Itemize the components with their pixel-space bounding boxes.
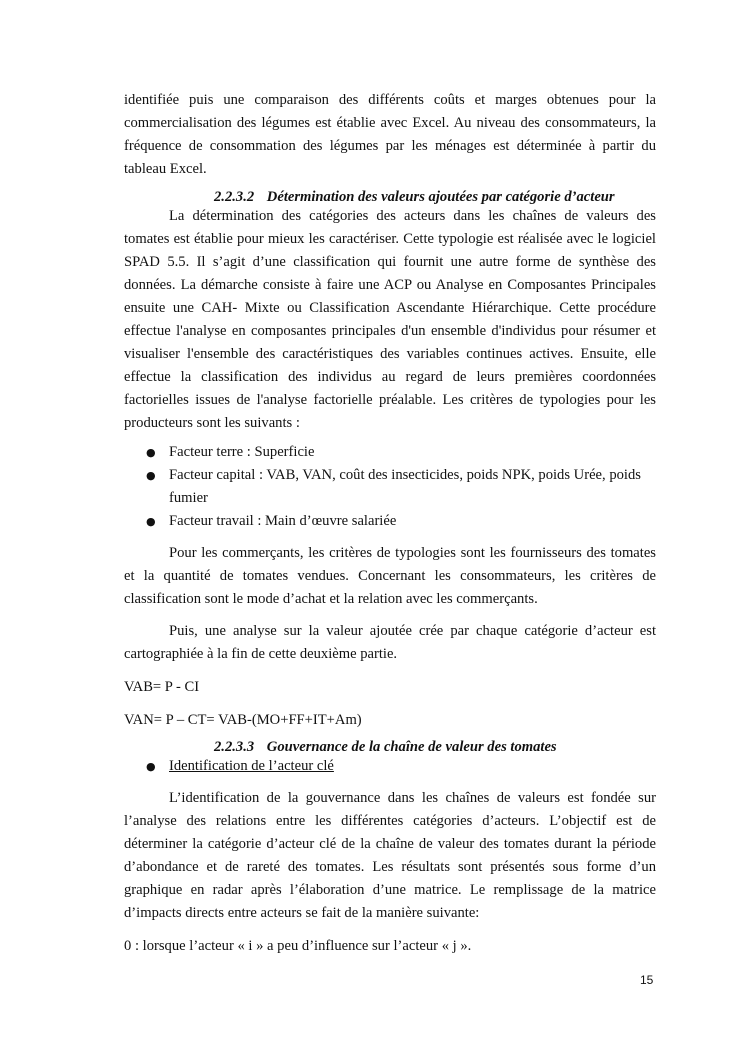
criteria-list bbox=[124, 441, 656, 533]
governance-list bbox=[124, 755, 656, 778]
merchants-block bbox=[124, 542, 656, 611]
criteria-list-block bbox=[124, 441, 656, 533]
paragraph-analysis: Puis, une analyse sur la valeur ajoutée crée par chaque catégorie d’acteur est cartographiée à la fin de cette deuxième partie. bbox=[124, 623, 656, 662]
analysis-block bbox=[124, 620, 656, 666]
governance-bullet-block bbox=[124, 755, 656, 778]
list-item-text: Facteur travail : Main d’œuvre salariée bbox=[169, 513, 397, 529]
list-item bbox=[124, 755, 656, 778]
intro-paragraph bbox=[124, 89, 656, 181]
paragraph-governance: L’identification de la gouvernance dans les chaînes de valeurs est fondée sur l’analyse des relations entre les différentes catégories d’acteurs. L’objectif est de déterminer la catégorie d’acteur clé de la chaîne de valeur des tomates durant la période d’abondance et de rareté des tomates. Les résultats sont présentés sous forme d’un graphique en radar après l’élaboration d’une matrice. Le remplissage de la matrice d’impacts directs entre acteurs se fait de la manière suivante: bbox=[124, 790, 656, 921]
section-2233 bbox=[124, 737, 656, 757]
list-item bbox=[124, 510, 656, 533]
heading-2232-number: 2.2.3.2 bbox=[214, 189, 255, 205]
governance-body-block bbox=[124, 787, 656, 925]
list-item bbox=[124, 464, 656, 510]
bullet-icon: ● bbox=[146, 515, 156, 528]
bullet-icon: ● bbox=[146, 446, 156, 459]
section-2232 bbox=[124, 187, 656, 207]
heading-2233 bbox=[214, 737, 656, 757]
heading-2233-title: Gouvernance de la chaîne de valeur des tomates bbox=[266, 739, 557, 755]
heading-2232 bbox=[214, 187, 656, 207]
scale-block bbox=[124, 935, 656, 958]
paragraph-typology: La détermination des catégories des acteurs dans les chaînes de valeurs des tomates est établie pour mieux les caractériser. Cette typologie est réalisée avec le logiciel SPAD 5.5. Il s’agit d’une classification qui fournit une autre forme de synthèse des données. La démarche consiste à faire une ACP ou Analyse en Composantes Principales ensuite une CAH- Mixte ou Classification Ascendante Hiérarchique. Cette procédure effectue l'analyse en composantes principales d'un ensemble d'individus pour résumer et visualiser l'ensemble des caractéristiques des variables continues actives. Ensuite, elle effectue la classification des individus au regard de leurs premières coordonnées factorielles issues de l'analyse factorielle préalable. Les critères de typologies pour les producteurs sont les suivants : bbox=[124, 208, 656, 431]
formula-vab: VAB= P - CI bbox=[124, 679, 200, 695]
formula-van: VAN= P – CT= VAB-(MO+FF+IT+Am) bbox=[124, 712, 362, 728]
page-number: 15 bbox=[640, 973, 654, 987]
list-item-text: Facteur capital : VAB, VAN, coût des insecticides, poids NPK, poids Urée, poids fumier bbox=[169, 467, 641, 506]
bullet-icon: ● bbox=[146, 760, 156, 773]
paragraph-intro: identifiée puis une comparaison des différents coûts et marges obtenues pour la commercialisation des légumes est établie avec Excel. Au niveau des consommateurs, la fréquence de consommation des légumes par les ménages est déterminée à partir du tableau Excel. bbox=[124, 92, 656, 177]
formula-van-block bbox=[124, 709, 656, 732]
governance-bullet-text: Identification de l’acteur clé bbox=[169, 758, 334, 774]
formula-vab-block bbox=[124, 676, 656, 699]
heading-2232-title: Détermination des valeurs ajoutées par catégorie d’acteur bbox=[266, 189, 615, 205]
section-2232-body bbox=[124, 205, 656, 435]
heading-2233-number: 2.2.3.3 bbox=[214, 739, 255, 755]
list-item-text: Facteur terre : Superficie bbox=[169, 444, 315, 460]
paragraph-merchants: Pour les commerçants, les critères de typologies sont les fournisseurs des tomates et la quantité de tomates vendues. Concernant les consommateurs, les critères de classification sont le mode d’achat et la relation avec les commerçants. bbox=[124, 545, 656, 607]
bullet-icon: ● bbox=[146, 469, 156, 482]
paragraph-scale-zero: 0 : lorsque l’acteur « i » a peu d’influence sur l’acteur « j ». bbox=[124, 938, 472, 954]
list-item bbox=[124, 441, 656, 464]
